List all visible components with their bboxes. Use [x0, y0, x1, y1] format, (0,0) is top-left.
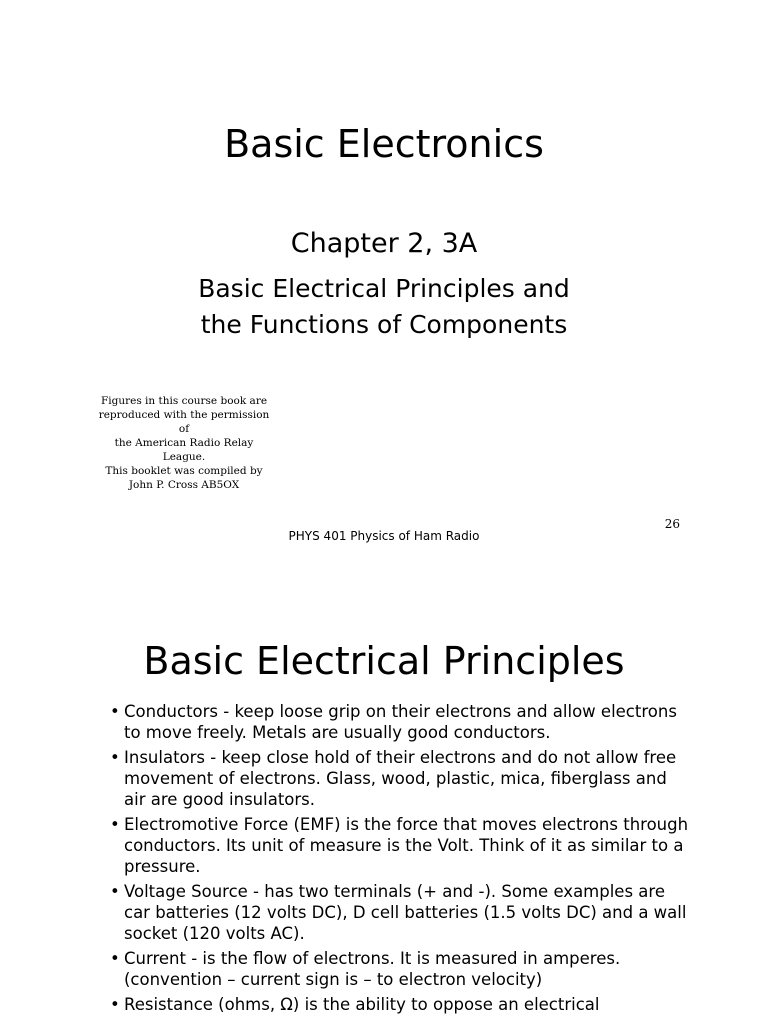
bullet-icon: •	[110, 949, 120, 968]
credit-line: the American Radio Relay League.	[114, 437, 254, 463]
page-number: 26	[664, 517, 680, 531]
credits-note	[92, 394, 276, 492]
bullet-icon: •	[110, 748, 120, 767]
chapter-heading: Chapter 2, 3A	[290, 228, 478, 259]
list-item	[110, 948, 690, 990]
list-item-text: Voltage Source - has two terminals (+ and -). Some examples are car batteries (12 volts DC), D cell batteries (1.5 volts DC) and a wall socket (120 volts AC).	[124, 882, 687, 943]
credit-line: Figures in this course book are	[100, 395, 268, 407]
subtitle-line: the Functions of Components	[200, 310, 568, 339]
list-item	[110, 881, 690, 944]
list-item	[110, 994, 690, 1015]
section-title: Basic Electrical Principles	[143, 639, 625, 683]
bullet-icon: •	[110, 815, 120, 834]
list-item	[110, 747, 690, 810]
course-footer: PHYS 401 Physics of Ham Radio	[288, 529, 480, 543]
bullet-icon: •	[110, 995, 120, 1014]
slide-electrical-principles	[0, 600, 768, 1024]
bullet-list	[110, 701, 690, 1019]
subtitle-line: Basic Electrical Principles and	[198, 274, 570, 303]
list-item	[110, 814, 690, 877]
chapter-subtitle	[0, 271, 768, 343]
credit-line: reproduced with the permission of	[98, 409, 270, 435]
list-item-text: Insulators - keep close hold of their electrons and do not allow free movement of electrons. Glass, wood, plastic, mica, fiberglass and air are good insulators.	[124, 748, 677, 809]
list-item-text: Electromotive Force (EMF) is the force that moves electrons through conductors. Its unit of measure is the Volt. Think of it as similar to a pressure.	[124, 815, 689, 876]
list-item-text: Current - is the flow of electrons. It is measured in amperes. (convention – current sign is – to electron velocity)	[124, 949, 621, 989]
list-item	[110, 701, 690, 743]
credit-line: This booklet was compiled by	[105, 465, 263, 477]
list-item-text: Resistance (ohms, Ω) is the ability to oppose an electrical	[124, 995, 600, 1014]
credit-line: John P. Cross AB5OX	[128, 479, 240, 491]
bullet-icon: •	[110, 882, 120, 901]
bullet-icon: •	[110, 702, 120, 721]
list-item-text: Conductors - keep loose grip on their electrons and allow electrons to move freely. Metals are usually good conductors.	[124, 702, 677, 742]
page-title: Basic Electronics	[224, 122, 544, 166]
